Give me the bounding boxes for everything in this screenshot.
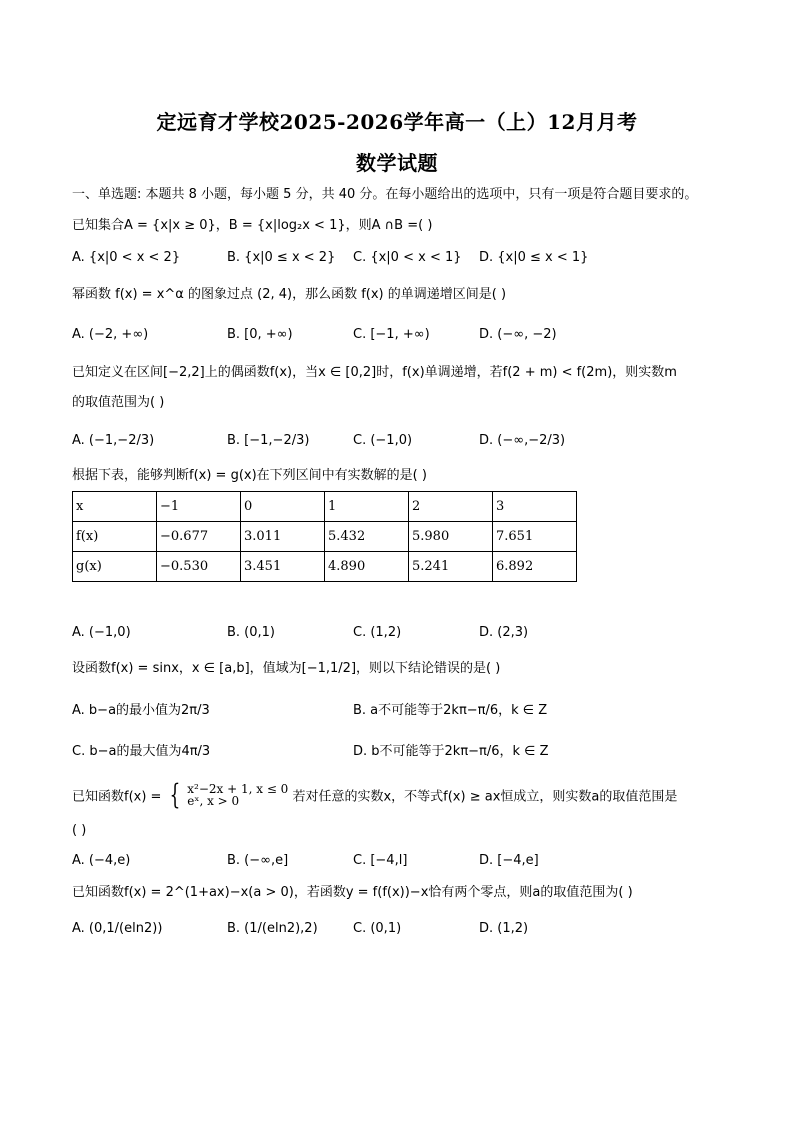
table-row [73, 492, 577, 522]
exam-subtitle: 数学试题 [356, 151, 438, 175]
value-table [72, 491, 577, 582]
table-cell: 6.892 [493, 552, 577, 582]
question-7-option-b: B. (1/(eln2),2) [227, 921, 318, 936]
question-1-option-a: A. {x|0 < x < 2} [72, 250, 181, 265]
table-cell: f(x) [73, 522, 157, 552]
table-cell: 3 [493, 492, 577, 522]
table-cell: −0.677 [157, 522, 241, 552]
question-7-option-a: A. (0,1/(eln2)) [72, 921, 163, 936]
table-cell: 1 [325, 492, 409, 522]
table-cell: 4.890 [325, 552, 409, 582]
question-3-option-a: A. (−1,−2/3) [72, 433, 155, 448]
question-4-option-c: C. (1,2) [353, 625, 402, 640]
question-6-option-c: C. [−4,l] [353, 853, 408, 868]
question-6-stem-head: 已知函数f(x) = [72, 789, 162, 805]
question-4-stem: 根据下表，能够判断f(x) = g(x)在下列区间中有实数解的是( ) [72, 468, 427, 483]
question-6-stem [72, 778, 678, 811]
table-cell: 5.980 [409, 522, 493, 552]
question-6-stem-cont: ( ) [72, 823, 87, 838]
question-4-option-b: B. (0,1) [227, 625, 276, 640]
section-heading: 一、单选题: 本题共 8 小题，每小题 5 分，共 40 分。在每小题给出的选项中，只有一项是符合题目要求的。 [72, 187, 698, 202]
question-3-stem-cont: 的取值范围为( ) [72, 395, 165, 410]
question-3-stem: 已知定义在区间[−2,2]上的偶函数f(x)，当x ∈ [0,2]时，f(x)单调递增，若f(2 + m) < f(2m)，则实数m [72, 365, 677, 380]
left-brace-icon: { [169, 778, 180, 811]
table-cell: 5.432 [325, 522, 409, 552]
table-cell: g(x) [73, 552, 157, 582]
piecewise-definition [166, 778, 289, 811]
question-4-option-a: A. (−1,0) [72, 625, 131, 640]
question-4-option-d: D. (2,3) [479, 625, 529, 640]
question-2-option-a: A. (−2, +∞) [72, 327, 149, 342]
question-2-option-d: D. (−∞, −2) [479, 327, 557, 342]
question-6-option-b: B. (−∞,e] [227, 853, 289, 868]
table-cell: 5.241 [409, 552, 493, 582]
table-cell: −1 [157, 492, 241, 522]
exam-title: 定远育才学校2025-2026学年高一（上）12月月考 [156, 110, 638, 134]
question-6-option-a: A. (−4,e) [72, 853, 131, 868]
table-cell: 7.651 [493, 522, 577, 552]
question-5-option-b: B. a不可能等于2kπ−π/6，k ∈ Z [353, 703, 548, 718]
question-3-option-b: B. [−1,−2/3) [227, 433, 310, 448]
question-1-option-d: D. {x|0 ≤ x < 1} [479, 250, 589, 265]
table-cell: 0 [241, 492, 325, 522]
question-7-option-c: C. (0,1) [353, 921, 402, 936]
piece-row-1: x²−2x + 1, x ≤ 0 [187, 782, 289, 796]
piece-row-2: eˣ, x > 0 [187, 794, 240, 808]
question-1-stem: 已知集合A = {x|x ≥ 0}，B = {x|log₂x < 1}，则A ∩B =( ) [72, 218, 433, 233]
question-5-option-c: C. b−a的最大值为4π/3 [72, 744, 211, 759]
question-6-option-d: D. [−4,e] [479, 853, 539, 868]
table-cell: −0.530 [157, 552, 241, 582]
question-2-option-b: B. [0, +∞) [227, 327, 293, 342]
question-7-option-d: D. (1,2) [479, 921, 529, 936]
question-3-option-d: D. (−∞,−2/3) [479, 433, 566, 448]
question-1-option-c: C. {x|0 < x < 1} [353, 250, 462, 265]
question-2-stem: 幂函数 f(x) = x^α 的图象过点 (2, 4)，那么函数 f(x) 的单调递增区间是( ) [72, 287, 507, 302]
table-cell: 2 [409, 492, 493, 522]
question-5-option-d: D. b不可能等于2kπ−π/6，k ∈ Z [353, 744, 549, 759]
question-3-option-c: C. (−1,0) [353, 433, 413, 448]
question-5-stem: 设函数f(x) = sinx，x ∈ [a,b]，值域为[−1,1/2]，则以下结论错误的是( ) [72, 661, 501, 676]
table-cell: 3.011 [241, 522, 325, 552]
table-cell: x [73, 492, 157, 522]
question-7-stem: 已知函数f(x) = 2^(1+ax)−x(a > 0)，若函数y = f(f(x))−x恰有两个零点，则a的取值范围为( ) [72, 885, 633, 900]
question-2-option-c: C. [−1, +∞) [353, 327, 430, 342]
question-6-stem-tail: 若对任意的实数x，不等式f(x) ≥ ax恒成立，则实数a的取值范围是 [292, 789, 678, 805]
table-cell: 3.451 [241, 552, 325, 582]
table-row [73, 522, 577, 552]
question-1-option-b: B. {x|0 ≤ x < 2} [227, 250, 336, 265]
table-row [73, 552, 577, 582]
question-5-option-a: A. b−a的最小值为2π/3 [72, 703, 210, 718]
